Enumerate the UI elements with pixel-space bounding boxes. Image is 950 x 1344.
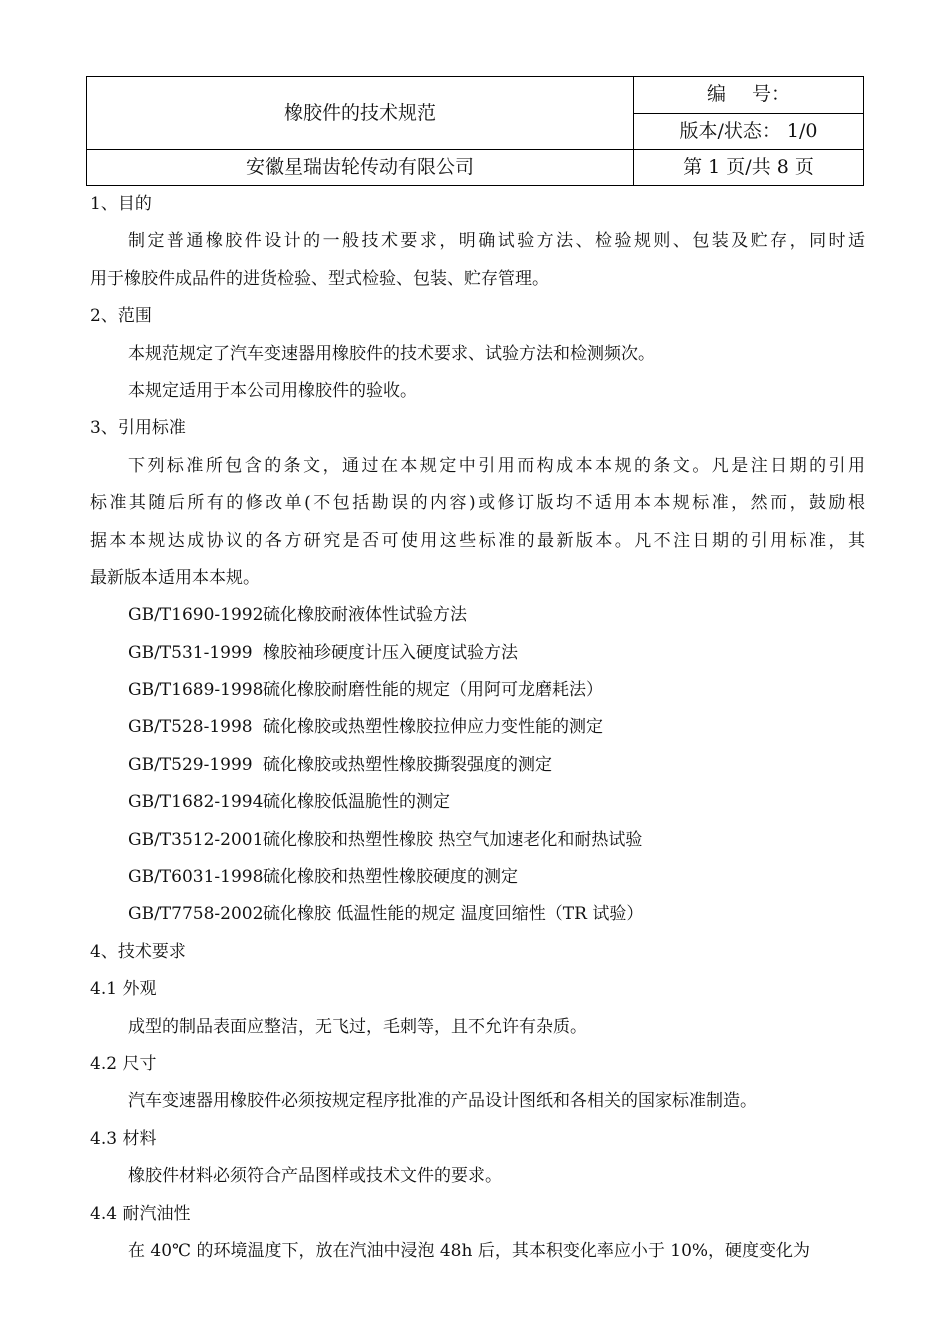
section-4-3-para: 橡胶件材料必须符合产品图样或技术文件的要求。 — [128, 1166, 502, 1187]
section-2-para-2: 本规定适用于本公司用橡胶件的验收。 — [128, 380, 417, 401]
standard-code: GB/T529-1999 — [128, 754, 253, 775]
section-3-para-line-1: 下列标准所包含的条文，通过在本规定中引用而构成本本规的条文。凡是注日期的引用 — [128, 455, 865, 476]
standard-code: GB/T1682-1994 — [128, 792, 264, 813]
page-number: 第 1 页/共 8 页 — [634, 150, 864, 186]
standard-name: 硫化橡胶和热塑性橡胶硬度的测定 — [263, 867, 518, 888]
standard-item — [90, 896, 865, 933]
standard-item — [90, 822, 865, 859]
section-1-title: 1、目的 — [90, 194, 152, 214]
standard-name: 硫化橡胶或热塑性橡胶拉伸应力变性能的测定 — [263, 717, 603, 738]
standard-name: 硫化橡胶和热塑性橡胶 热空气加速老化和耐热试验 — [263, 829, 643, 850]
header-table — [86, 76, 864, 186]
standard-code: GB/T1689-1998 — [128, 680, 264, 701]
section-4-1-para: 成型的制品表面应整洁，无飞过，毛刺等，且不允许有杂质。 — [128, 1016, 587, 1037]
section-4-1-title: 4.1 外观 — [90, 979, 157, 1000]
section-3-title: 3、引用标准 — [90, 418, 186, 439]
standard-name: 橡胶袖珍硬度计压入硬度试验方法 — [263, 642, 518, 663]
section-3-para-line-3: 据本本规达成协议的各方研究是否可使用这些标准的最新版本。凡不注日期的引用标准，其 — [90, 530, 865, 551]
standard-code: GB/T7758-2002 — [128, 904, 264, 925]
section-3-para-line-4: 最新版本适用本本规。 — [90, 567, 260, 588]
standard-code: GB/T528-1998 — [128, 717, 253, 738]
standard-code: GB/T1690-1992 — [128, 605, 264, 626]
standard-item — [90, 747, 865, 784]
standard-item — [90, 859, 865, 896]
document-body — [90, 186, 865, 1270]
standard-name: 硫化橡胶低温脆性的测定 — [263, 792, 450, 813]
standard-name: 硫化橡胶耐液体性试验方法 — [263, 605, 467, 626]
section-4-2-title: 4.2 尺寸 — [90, 1053, 157, 1074]
standard-item — [90, 672, 865, 709]
number-label-2: 号： — [752, 83, 791, 106]
section-3-para-line-2: 标准其随后所有的修改单(不包括勘误的内容)或修订版均不适用本本规标准，然而，鼓励根 — [90, 493, 865, 514]
section-2-para-1: 本规范规定了汽车变速器用橡胶件的技术要求、试验方法和检测频次。 — [128, 343, 655, 364]
section-4-4-title: 4.4 耐汽油性 — [90, 1203, 191, 1224]
document-number — [634, 77, 864, 114]
standard-name: 硫化橡胶 低温性能的规定 温度回缩性（TR 试验） — [263, 904, 644, 925]
number-label: 编 — [706, 83, 726, 106]
section-4-title: 4、技术要求 — [90, 941, 186, 962]
company-name: 安徽星瑞齿轮传动有限公司 — [87, 150, 634, 186]
standard-item — [90, 635, 865, 672]
section-4-3-title: 4.3 材料 — [90, 1128, 157, 1149]
standard-item — [90, 597, 865, 634]
standard-code: GB/T6031-1998 — [128, 867, 264, 888]
standard-name: 硫化橡胶耐磨性能的规定（用阿可龙磨耗法） — [263, 680, 603, 701]
standard-code: GB/T3512-2001 — [128, 829, 264, 850]
standard-code: GB/T531-1999 — [128, 642, 253, 663]
standard-item — [90, 784, 865, 821]
section-1-para-line-2: 用于橡胶件成品件的进货检验、型式检验、包装、贮存管理。 — [90, 268, 549, 289]
section-4-2-para: 汽车变速器用橡胶件必须按规定程序批准的产品设计图纸和各相关的国家标准制造。 — [128, 1091, 757, 1112]
document-title: 橡胶件的技术规范 — [87, 77, 634, 150]
version-status: 版本/状态： 1/0 — [634, 113, 864, 150]
standard-name: 硫化橡胶或热塑性橡胶撕裂强度的测定 — [263, 754, 552, 775]
standard-item — [90, 709, 865, 746]
section-2-title: 2、范围 — [90, 306, 152, 327]
section-4-4-para: 在 40℃ 的环境温度下，放在汽油中浸泡 48h 后，其本积变化率应小于 10%，硬度变化为 — [128, 1240, 811, 1261]
section-1-para-line-1: 制定普通橡胶件设计的一般技术要求，明确试验方法、检验规则、包装及贮存，同时适 — [128, 231, 865, 252]
